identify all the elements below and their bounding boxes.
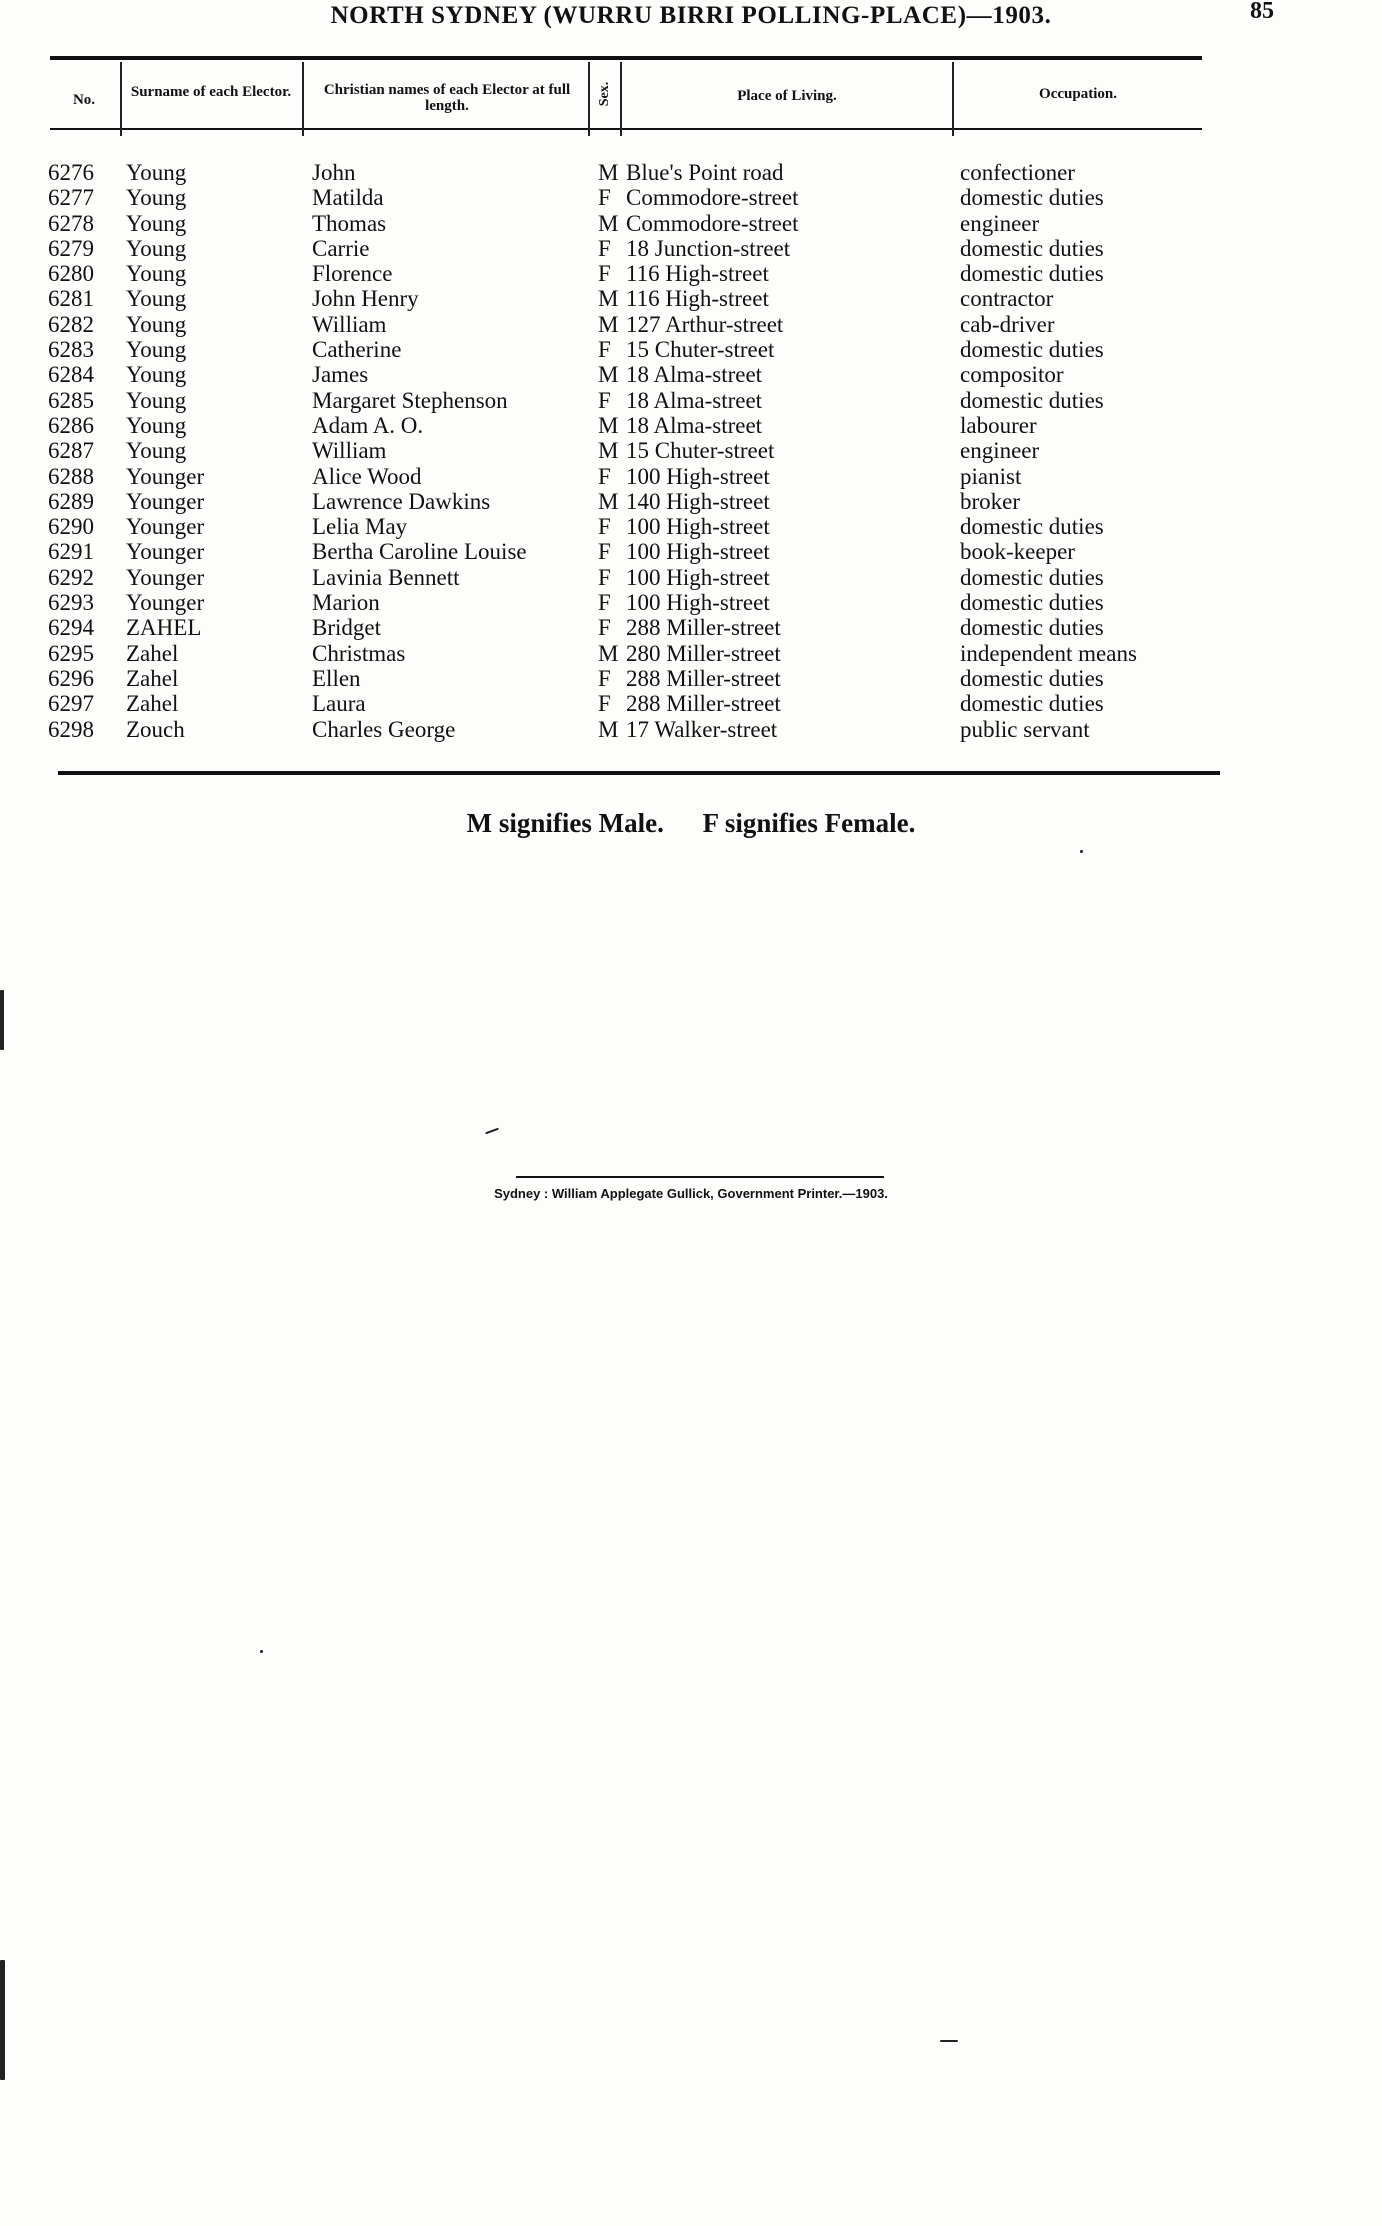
elector-sex: F	[598, 185, 611, 211]
elector-number: 6297	[48, 691, 94, 717]
elector-christian-names: Thomas	[312, 210, 387, 236]
table-row	[0, 312, 1382, 337]
elector-occupation: domestic duties	[960, 261, 1104, 287]
elector-number: 6276	[48, 160, 94, 185]
elector-occupation: compositor	[960, 362, 1064, 388]
elector-occupation: broker	[960, 488, 1021, 514]
elector-occupation: cab-driver	[960, 311, 1055, 337]
elector-christian-names: Charles George	[312, 716, 456, 742]
elector-christian-names: Laura	[312, 691, 366, 717]
elector-occupation: domestic duties	[960, 185, 1104, 211]
elector-occupation: domestic duties	[960, 564, 1104, 590]
elector-surname: Younger	[126, 514, 205, 540]
elector-sex: M	[598, 488, 619, 514]
table-row	[0, 388, 1382, 413]
elector-sex: M	[598, 716, 619, 742]
table-row	[0, 261, 1382, 286]
elector-surname: Young	[126, 337, 187, 363]
elector-place-of-living: 100 High-street	[626, 463, 770, 489]
elector-list	[0, 160, 1382, 742]
column-divider	[588, 62, 590, 136]
table-row	[0, 362, 1382, 387]
elector-place-of-living: 280 Miller-street	[626, 640, 781, 666]
elector-number: 6293	[48, 590, 94, 616]
elector-place-of-living: 15 Chuter-street	[626, 438, 775, 464]
elector-christian-names: Catherine	[312, 337, 402, 363]
elector-christian-names: Ellen	[312, 665, 361, 691]
elector-surname: Young	[126, 362, 187, 388]
elector-surname: Young	[126, 412, 187, 438]
scan-speck	[940, 2040, 958, 2042]
table-row	[0, 464, 1382, 489]
elector-place-of-living: 288 Miller-street	[626, 665, 781, 691]
header-no: No.	[72, 92, 96, 108]
elector-surname: Young	[126, 160, 187, 185]
elector-surname: Younger	[126, 590, 205, 616]
elector-christian-names: Carrie	[312, 235, 370, 261]
header-christian-names: Christian names of each Elector at full length.	[323, 82, 571, 114]
elector-occupation: domestic duties	[960, 691, 1104, 717]
elector-sex: F	[598, 665, 611, 691]
elector-place-of-living: 127 Arthur-street	[626, 311, 784, 337]
elector-occupation: labourer	[960, 412, 1037, 438]
elector-surname: Young	[126, 387, 187, 413]
scan-edge-mark	[0, 990, 4, 1050]
elector-surname: Younger	[126, 463, 205, 489]
elector-place-of-living: 288 Miller-street	[626, 615, 781, 641]
elector-occupation: domestic duties	[960, 615, 1104, 641]
elector-surname: Young	[126, 210, 187, 236]
elector-surname: Younger	[126, 564, 205, 590]
legend-male: M signifies Male.	[466, 808, 664, 838]
elector-sex: F	[598, 337, 611, 363]
elector-surname: Zahel	[126, 691, 179, 717]
elector-number: 6291	[48, 539, 94, 565]
elector-number: 6289	[48, 488, 94, 514]
elector-surname: Zahel	[126, 640, 179, 666]
elector-occupation: domestic duties	[960, 514, 1104, 540]
elector-surname: Young	[126, 286, 187, 312]
table-row	[0, 489, 1382, 514]
sex-legend	[0, 808, 1382, 839]
table-row	[0, 691, 1382, 716]
table-row	[0, 236, 1382, 261]
elector-sex: F	[598, 463, 611, 489]
elector-christian-names: Matilda	[312, 185, 384, 211]
elector-surname: Young	[126, 185, 187, 211]
elector-christian-names: Lawrence Dawkins	[312, 488, 491, 514]
elector-sex: M	[598, 362, 619, 388]
elector-sex: F	[598, 564, 611, 590]
elector-sex: F	[598, 387, 611, 413]
scan-speck	[260, 1650, 263, 1653]
header-sex: Sex.	[597, 81, 612, 107]
header-top-rule	[50, 56, 1202, 60]
elector-place-of-living: 116 High-street	[626, 261, 769, 287]
elector-christian-names: Lavinia Bennett	[312, 564, 460, 590]
elector-place-of-living: 15 Chuter-street	[626, 337, 775, 363]
header-surname: Surname of each Elector.	[130, 84, 292, 100]
elector-number: 6287	[48, 438, 94, 464]
elector-number: 6282	[48, 311, 94, 337]
elector-place-of-living: Blue's Point road	[626, 160, 784, 185]
header-place-of-living: Place of Living.	[737, 88, 837, 104]
table-row	[0, 641, 1382, 666]
elector-christian-names: Margaret Stephenson	[312, 387, 508, 413]
table-row	[0, 413, 1382, 438]
table-row	[0, 565, 1382, 590]
elector-surname: Young	[126, 261, 187, 287]
column-divider	[120, 62, 122, 136]
elector-occupation: domestic duties	[960, 665, 1104, 691]
elector-christian-names: Lelia May	[312, 514, 408, 540]
scan-edge-mark	[0, 1960, 5, 2080]
elector-occupation: engineer	[960, 210, 1040, 236]
elector-number: 6280	[48, 261, 94, 287]
header-bottom-rule	[50, 128, 1202, 130]
elector-surname: Younger	[126, 488, 205, 514]
elector-number: 6298	[48, 716, 94, 742]
column-divider	[952, 62, 954, 136]
elector-number: 6278	[48, 210, 94, 236]
elector-occupation: domestic duties	[960, 590, 1104, 616]
elector-number: 6284	[48, 362, 94, 388]
table-bottom-rule	[58, 771, 1220, 775]
elector-number: 6290	[48, 514, 94, 540]
elector-number: 6296	[48, 665, 94, 691]
table-row	[0, 590, 1382, 615]
elector-occupation: domestic duties	[960, 387, 1104, 413]
elector-occupation: independent means	[960, 640, 1137, 666]
elector-sex: M	[598, 412, 619, 438]
table-row	[0, 539, 1382, 564]
elector-occupation: book-keeper	[960, 539, 1075, 565]
elector-surname: Zouch	[126, 716, 185, 742]
elector-place-of-living: 18 Junction-street	[626, 235, 791, 261]
elector-number: 6285	[48, 387, 94, 413]
elector-occupation: domestic duties	[960, 337, 1104, 363]
elector-christian-names: William	[312, 311, 387, 337]
table-row	[0, 185, 1382, 210]
elector-surname: ZAHEL	[126, 615, 202, 641]
elector-christian-names: James	[312, 362, 369, 388]
elector-sex: M	[598, 438, 619, 464]
elector-place-of-living: 100 High-street	[626, 514, 770, 540]
page-title: NORTH SYDNEY (WURRU BIRRI POLLING-PLACE)—1903.	[330, 2, 1052, 29]
elector-number: 6277	[48, 185, 94, 211]
page-number: 85	[1250, 0, 1274, 24]
elector-sex: F	[598, 590, 611, 616]
elector-place-of-living: 140 High-street	[626, 488, 770, 514]
elector-sex: M	[598, 286, 619, 312]
elector-occupation: contractor	[960, 286, 1054, 312]
elector-christian-names: Adam A. O.	[312, 412, 424, 438]
elector-sex: F	[598, 691, 611, 717]
elector-christian-names: Alice Wood	[312, 463, 422, 489]
elector-occupation: engineer	[960, 438, 1040, 464]
table-row	[0, 337, 1382, 362]
elector-surname: Younger	[126, 539, 205, 565]
elector-sex: M	[598, 311, 619, 337]
table-row	[0, 615, 1382, 640]
elector-christian-names: John Henry	[312, 286, 419, 312]
elector-place-of-living: Commodore-street	[626, 185, 799, 211]
elector-place-of-living: Commodore-street	[626, 210, 799, 236]
elector-sex: M	[598, 160, 619, 185]
elector-number: 6288	[48, 463, 94, 489]
elector-occupation: pianist	[960, 463, 1022, 489]
table-row	[0, 286, 1382, 311]
elector-occupation: public servant	[960, 716, 1090, 742]
table-row	[0, 717, 1382, 742]
elector-place-of-living: 288 Miller-street	[626, 691, 781, 717]
header-occupation: Occupation.	[1039, 86, 1117, 102]
elector-christian-names: John	[312, 160, 356, 185]
elector-number: 6286	[48, 412, 94, 438]
elector-christian-names: Bridget	[312, 615, 381, 641]
elector-number: 6283	[48, 337, 94, 363]
table-row	[0, 514, 1382, 539]
elector-number: 6292	[48, 564, 94, 590]
elector-christian-names: Marion	[312, 590, 380, 616]
column-divider	[620, 62, 622, 136]
elector-christian-names: Florence	[312, 261, 393, 287]
elector-surname: Zahel	[126, 665, 179, 691]
table-row	[0, 438, 1382, 463]
elector-number: 6295	[48, 640, 94, 666]
scan-speck	[1080, 850, 1083, 853]
printer-imprint: Sydney : William Applegate Gullick, Government Printer.—1903.	[494, 1186, 888, 1201]
scan-speck	[485, 1128, 499, 1135]
elector-place-of-living: 100 High-street	[626, 590, 770, 616]
elector-sex: F	[598, 235, 611, 261]
elector-surname: Young	[126, 235, 187, 261]
table-row	[0, 160, 1382, 185]
table-row	[0, 666, 1382, 691]
elector-place-of-living: 17 Walker-street	[626, 716, 778, 742]
imprint-rule	[516, 1176, 884, 1178]
elector-sex: F	[598, 514, 611, 540]
elector-surname: Young	[126, 311, 187, 337]
table-row	[0, 211, 1382, 236]
elector-number: 6279	[48, 235, 94, 261]
column-divider	[302, 62, 304, 136]
elector-sex: F	[598, 261, 611, 287]
elector-sex: M	[598, 210, 619, 236]
elector-place-of-living: 18 Alma-street	[626, 362, 763, 388]
elector-sex: F	[598, 539, 611, 565]
elector-surname: Young	[126, 438, 187, 464]
elector-christian-names: Bertha Caroline Louise	[312, 539, 527, 565]
legend-female: F signifies Female.	[702, 808, 916, 838]
elector-place-of-living: 18 Alma-street	[626, 412, 763, 438]
elector-number: 6294	[48, 615, 94, 641]
elector-christian-names: William	[312, 438, 387, 464]
elector-place-of-living: 116 High-street	[626, 286, 769, 312]
elector-place-of-living: 100 High-street	[626, 564, 770, 590]
elector-occupation: domestic duties	[960, 235, 1104, 261]
elector-sex: F	[598, 615, 611, 641]
elector-christian-names: Christmas	[312, 640, 406, 666]
elector-place-of-living: 18 Alma-street	[626, 387, 763, 413]
elector-sex: M	[598, 640, 619, 666]
elector-place-of-living: 100 High-street	[626, 539, 770, 565]
elector-occupation: confectioner	[960, 160, 1075, 185]
elector-number: 6281	[48, 286, 94, 312]
